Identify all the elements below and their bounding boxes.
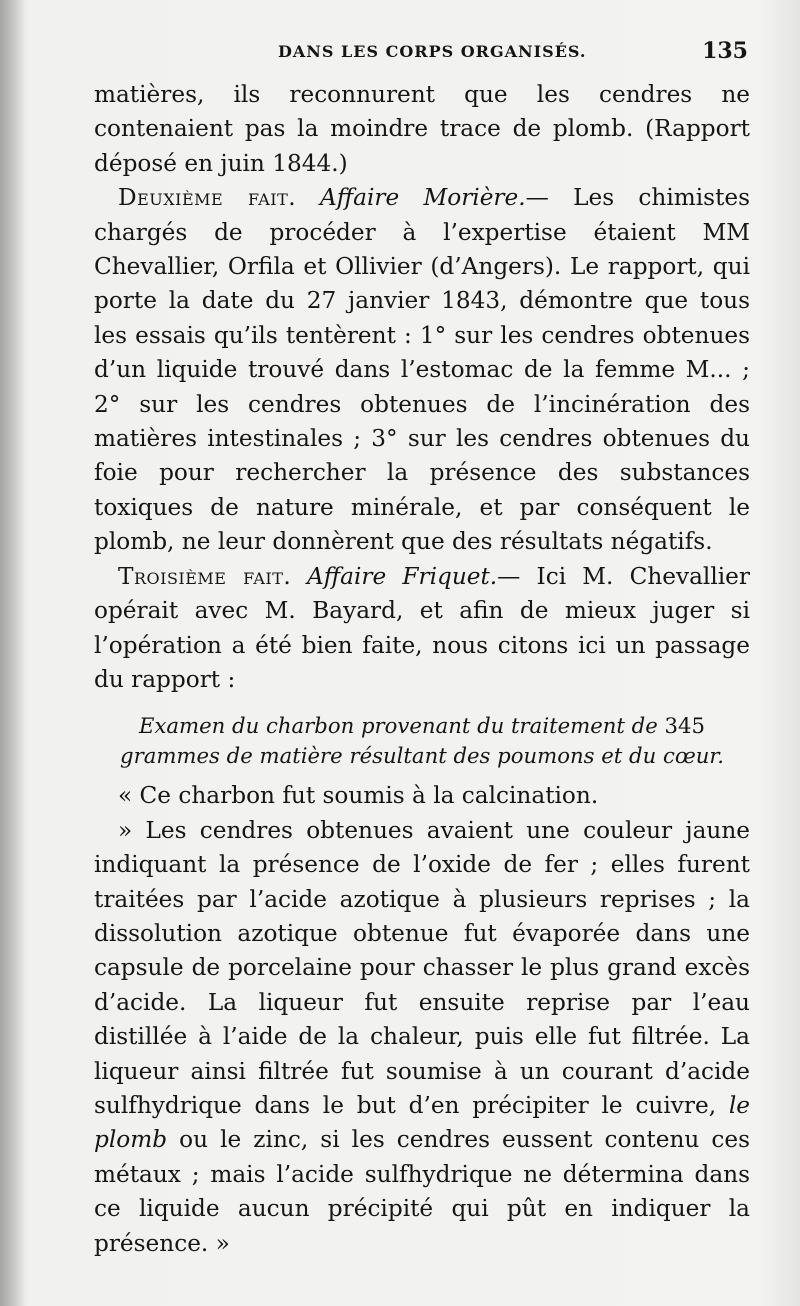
paragraph-text: — Ici M. Chevallier opérait avec M. Bayard, et afin de mieux juger si l’opération a été bien faite, nous citons ici un passage du rapport : (94, 562, 750, 693)
quote-line-1: « Ce charbon fut soumis à la calcination. (118, 782, 599, 810)
paragraph-troisieme-fait: Troisième fait. Affaire Friquet.— Ici M. Chevallier opérait avec M. Bayard, et afin de mieux juger si l’opération a été bien faite, nous citons ici un passage du rapport : (94, 562, 750, 693)
binding-shadow (0, 0, 26, 1306)
body-text (94, 78, 750, 1261)
page-header (92, 38, 748, 72)
quote-text-before: » Les cendres obtenues avaient une couleur jaune indiquant la présence de l’oxide de fer ; elles furent traitées par l’acide azotique à plusieurs reprises ; la dissolution azotique obtenue fut évaporée dans une capsule de porcelaine pour chasser le plus grand excès d’acide. La liqueur fut ensuite reprise par l’eau distillée à l’aide de la chaleur, puis elle fut filtrée. La liqueur ainsi filtrée fut soumise à un courant d’acide sulfhydrique dans le but d’en précipiter le cuivre, (94, 816, 750, 1119)
quote-paragraph (94, 814, 750, 1261)
running-head: DANS LES CORPS ORGANISÉS. (278, 42, 587, 61)
page-number: 135 (702, 38, 748, 64)
fact-label: Troisième fait (118, 562, 284, 590)
heading-quantity: 345 (664, 713, 705, 739)
heading-after: grammes de matière résultant des poumons et du cœur. (120, 743, 724, 769)
fact-label: Deuxième fait (118, 184, 289, 212)
quote-text-after: ou le zinc, si les cendres eussent contenu ces métaux ; mais l’acide sulfhydrique ne détermina dans ce liquide aucun précipité qui pût en indiquer la présence. » (94, 1126, 750, 1257)
affair-title: Affaire Friquet. (306, 562, 498, 590)
paragraph-text: — Les chimistes chargés de procéder à l’expertise étaient MM Chevallier, Orfila et Ollivier (d’Angers). Le rapport, qui porte la date du 27 janvier 1843, démontre que tous les essais qu’ils tentèrent : 1° sur les cendres obtenues d’un liquide trouvé dans l’estomac de la femme M... ; 2° sur les cendres obtenues de l’incinération des matières intestinales ; 3° sur les cendres obtenues du foie pour rechercher la présence des substances toxiques de nature minérale, et par conséquent le plomb, ne leur donnèrent que des résultats négatifs. (94, 184, 751, 556)
paragraph-deuxieme-fait: Deuxième fait. Affaire Morière.— Les chimistes chargés de procéder à l’expertise étaient MM Chevallier, Orfila et Ollivier (d’Angers). Le rapport, qui porte la date du 27 janvier 1843, démontre que tous les essais qu’ils tentèrent : 1° sur les cendres obtenues d’un liquide trouvé dans l’estomac de la femme M... ; 2° sur les cendres obtenues de l’incinération des matières intestinales ; 3° sur les cendres obtenues du foie pour rechercher la présence des substances toxiques de nature minérale, et par conséquent le plomb, ne leur donnèrent que des résultats négatifs. (94, 184, 751, 556)
affair-title: Affaire Morière. (319, 184, 526, 212)
quote-italic: le plomb (94, 1091, 750, 1154)
paragraph-1: matières, ils reconnurent que les cendres ne contenaient pas la moindre trace de plomb. (Rapport déposé en juin 1844.) (94, 81, 750, 177)
heading-before: Examen du charbon provenant du traitement de (139, 713, 658, 739)
section-heading (94, 711, 750, 771)
